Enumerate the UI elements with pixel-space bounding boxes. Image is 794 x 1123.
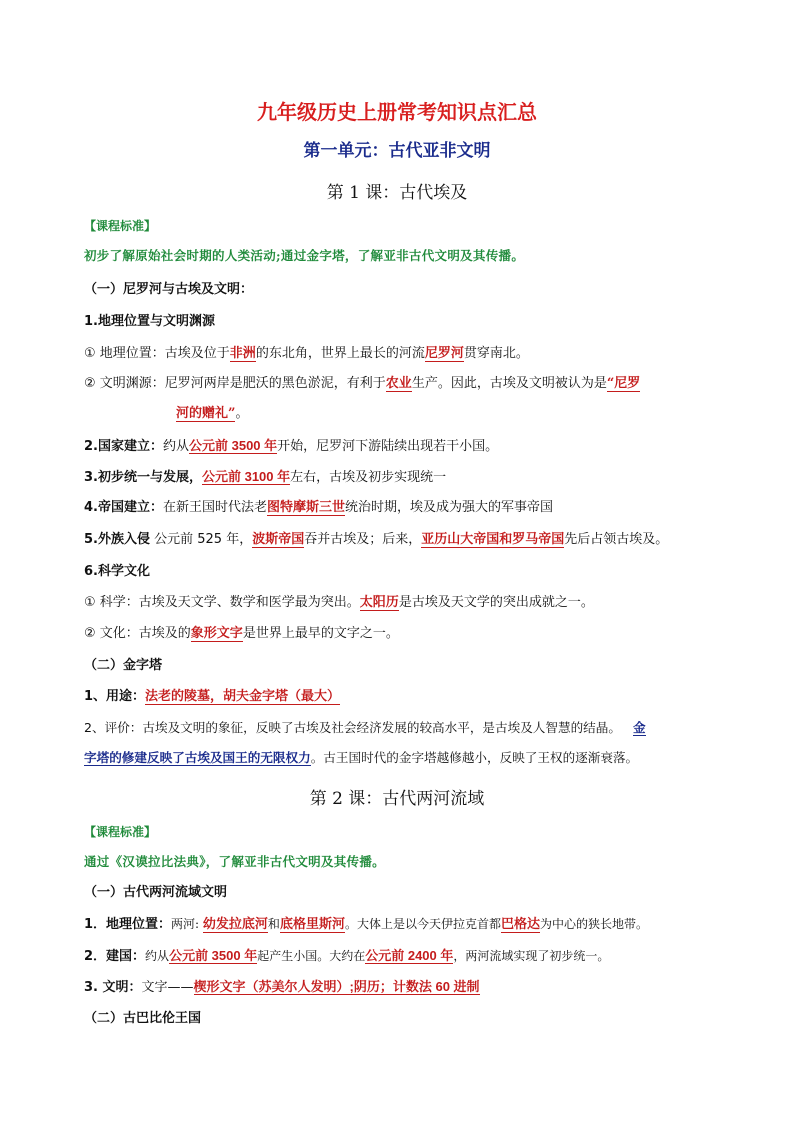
std-label: 【课程标准】	[84, 219, 157, 233]
state-line	[84, 946, 710, 967]
culture-line	[84, 624, 710, 644]
section-1-heading: （一）尼罗河与古埃及文明：	[84, 282, 254, 297]
keyword: 公元前 2400 年	[365, 948, 454, 963]
text: 文字——	[141, 980, 194, 995]
std-label: 【课程标准】	[84, 825, 157, 839]
text: 为中心的狭长地带。	[539, 917, 648, 931]
section-heading	[84, 656, 710, 676]
text: 是古埃及天文学的突出成就之一。	[398, 595, 594, 610]
curriculum-standard-label	[84, 822, 710, 843]
text: 先后占领古埃及。	[564, 532, 669, 547]
keyword: 非洲	[229, 346, 256, 361]
curriculum-standard-label	[84, 216, 710, 237]
text: 两河:	[171, 917, 203, 931]
invasion-line	[84, 530, 710, 550]
text: 的东北角，世界上最长的河流	[255, 346, 425, 361]
keyword: “尼罗	[606, 376, 641, 391]
text: 。古王国时代的金字塔越修越小，反映了王权的逐渐衰落。	[310, 750, 639, 765]
point-heading	[84, 562, 710, 582]
unit-title: 第一单元：古代亚非文明	[303, 141, 491, 161]
text: ① 科学：古埃及天文学、数学和医学最为突出。	[84, 595, 360, 610]
unification-line	[84, 467, 710, 488]
civilization-line	[84, 977, 710, 998]
std-text: 通过《汉谟拉比法典》，了解亚非古代文明及其传播。	[84, 854, 385, 869]
keyword: 图特摩斯三世	[267, 500, 346, 515]
text: ① 地理位置：古埃及位于	[84, 346, 230, 361]
geo-origin-heading: 1.地理位置与文明渊源	[84, 314, 215, 329]
keyword: 公元前 3500 年	[169, 948, 258, 963]
keyword: 河的赠礼”	[176, 406, 236, 421]
curriculum-standard-text	[84, 852, 710, 873]
keyword: 象形文字	[190, 626, 243, 641]
geo-line	[84, 914, 710, 935]
text: 约从	[162, 439, 189, 454]
page-title: 九年级历史上册常考知识点汇总	[257, 100, 537, 124]
evaluation-line-cont	[84, 748, 710, 768]
keyword: 公元前 3100 年	[201, 469, 291, 484]
keyword: 农业	[385, 376, 412, 391]
text: ② 文化：古埃及的	[84, 626, 191, 641]
text: 生产。因此，古埃及文明被认为是	[411, 376, 607, 391]
lesson-2-title: 第 2 课：古代两河流域	[309, 789, 485, 809]
keyword: 亚历山大帝国和罗马帝国	[421, 532, 565, 547]
text: 。	[235, 406, 249, 421]
keyword: 楔形文字（苏美尔人发明）;阴历；计数法 60 进制	[193, 979, 480, 994]
text: 是世界上最早的文字之一。	[242, 626, 399, 641]
state-founding-line	[84, 436, 710, 457]
text: 约从	[145, 949, 170, 963]
text: 公元前 525 年，	[149, 532, 253, 547]
section-2-heading: （二）古巴比伦王国	[84, 1011, 202, 1026]
usage-line	[84, 687, 710, 707]
point-label: 4.帝国建立：	[84, 500, 163, 515]
point-label: 1、用途：	[84, 689, 146, 704]
text: 。大体上是以今天伊拉克首都	[344, 917, 501, 931]
keyword: 巴格达	[500, 917, 540, 932]
text: 2、评价：古埃及文明的象征，反映了古埃及社会经济发展的较高水平，是古埃及人智慧的结晶。	[84, 720, 621, 735]
keyword: 公元前 3500 年	[189, 438, 278, 453]
keyword: 波斯帝国	[252, 532, 305, 547]
keyword: 尼罗河	[424, 346, 464, 361]
origin-line-cont	[176, 404, 710, 424]
curriculum-standard-text	[84, 246, 710, 267]
keyword: 幼发拉底河	[202, 917, 268, 932]
point-heading	[84, 312, 710, 332]
text: 吞并古埃及；后来，	[304, 532, 422, 547]
keyword: 字塔的修建反映了古埃及国王的无限权力	[84, 750, 311, 765]
section-heading	[84, 1009, 710, 1029]
text: ② 文明渊源：尼罗河两岸是肥沃的黑色淤泥，有利于	[84, 376, 386, 391]
section-2-heading: （二）金字塔	[84, 658, 163, 673]
point-label: 3. 文明：	[84, 980, 142, 995]
geo-location-line	[84, 344, 710, 364]
point-label: 3.初步统一与发展，	[84, 470, 202, 485]
text: 在新王国时代法老	[162, 500, 267, 515]
text: ，两河流域实现了初步统一。	[453, 949, 610, 963]
point-label: 2．建国：	[84, 949, 146, 964]
point-label: 5.外族入侵	[84, 532, 150, 547]
std-text: 初步了解原始社会时期的人类活动;通过金字塔，了解亚非古代文明及其传播。	[84, 248, 525, 263]
keyword: 底格里斯河	[279, 917, 345, 932]
section-heading	[84, 883, 710, 903]
point-label: 2.国家建立：	[84, 439, 163, 454]
origin-line	[84, 374, 710, 394]
point-label: 1．地理位置：	[84, 917, 172, 932]
text: 贯穿南北。	[463, 346, 529, 361]
keyword: 太阳历	[359, 595, 399, 610]
lesson-1-title: 第 1 课：古代埃及	[326, 183, 468, 203]
text: 起产生小国。大约在	[257, 949, 366, 963]
keyword: 法老的陵墓，胡夫金字塔（最大）	[145, 689, 341, 704]
text: 统治时期，埃及成为强大的军事帝国	[345, 500, 554, 515]
science-culture-heading: 6.科学文化	[84, 564, 150, 579]
keyword: 金	[632, 720, 646, 735]
text: 开始，尼罗河下游陆续出现若干小国。	[277, 439, 499, 454]
evaluation-line	[84, 718, 710, 738]
section-1-heading: （一）古代两河流域文明	[84, 885, 228, 900]
text: 左右，古埃及初步实现统一	[290, 470, 447, 485]
text: 和	[267, 917, 280, 931]
section-heading	[84, 280, 710, 300]
science-line	[84, 593, 710, 613]
empire-line	[84, 498, 710, 518]
